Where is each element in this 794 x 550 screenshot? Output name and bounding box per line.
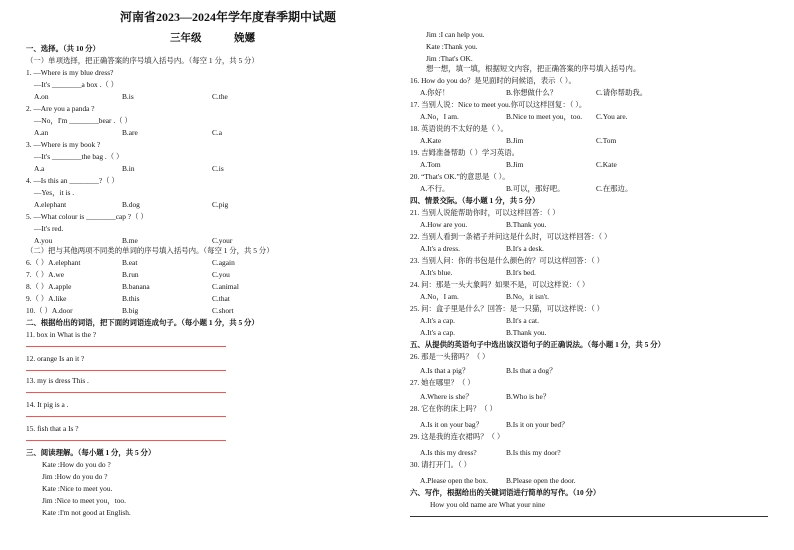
q8-option-b: B.banana bbox=[122, 282, 150, 291]
question-3-line: —It's ________the bag .（ ） bbox=[34, 152, 124, 161]
q2-option-c: C.a bbox=[212, 128, 223, 137]
q3-option-a: A.a bbox=[34, 164, 45, 173]
question-26: 26. 那是一头猪吗？（ ） bbox=[410, 352, 490, 361]
section-5-heading: 五、从提供的英语句子中选出该汉语句子的正确说法。（每小题 1 分，共 5 分） bbox=[410, 340, 665, 349]
section-6-heading: 六、写作，根据给出的关键词语进行简单的写作。（10 分） bbox=[410, 488, 601, 497]
question-21: 21. 当别人说能帮助你时，可以这样回答：（ ） bbox=[410, 208, 560, 217]
q20-option-c: C.在那边。 bbox=[596, 184, 633, 193]
question-24: 24. 问：那是一头大象吗？如果不是，可以这样说：（ ） bbox=[410, 280, 590, 289]
q25-option-b: B.It's a cat. bbox=[506, 316, 539, 325]
question-20: 20. “That's OK.”的意思是（ ）。 bbox=[410, 172, 510, 181]
q1-option-b: B.is bbox=[122, 92, 134, 101]
q1-option-c: C.the bbox=[212, 92, 228, 101]
question-30: 30. 请打开门。（ ） bbox=[410, 460, 471, 469]
q7-option-a: 7.（ ）A.we bbox=[26, 270, 64, 279]
q3-option-b: B.in bbox=[122, 164, 135, 173]
question-13: 13. my is dress This . bbox=[26, 376, 89, 385]
q24-option-b: B.No，it isn't. bbox=[506, 292, 550, 301]
q8-option-c: C.animal bbox=[212, 282, 239, 291]
question-15: 15. fish that a Is ? bbox=[26, 424, 79, 433]
question-12: 12. orange Is an it ? bbox=[26, 354, 85, 363]
section-1-part-1-instruction: （一）单项选择，把正确答案的序号填入括号内。（每空 1 分，共 5 分） bbox=[26, 56, 259, 65]
q17-option-c: C.You are. bbox=[596, 112, 628, 121]
question-5: 5. —What colour is ________cap ?（ ） bbox=[26, 212, 148, 221]
q22-option-a: A.It's a dress. bbox=[420, 244, 460, 253]
answer-line-12 bbox=[26, 370, 226, 371]
q10-option-c: C.short bbox=[212, 306, 234, 315]
question-29: 29. 这是我的连衣裙吗？（ ） bbox=[410, 432, 505, 441]
q7-option-c: C.you bbox=[212, 270, 230, 279]
q6-option-b: B.eat bbox=[122, 258, 138, 267]
q2-option-a: A.an bbox=[34, 128, 49, 137]
q24-option-a: A.No，I am. bbox=[420, 292, 459, 301]
question-3: 3. —Where is my book ? bbox=[26, 140, 101, 149]
q4-option-c: C.pig bbox=[212, 200, 229, 209]
question-5-line: —It's red. bbox=[34, 224, 64, 233]
exam-title: 河南省2023—2024年学年度春季期中试题 bbox=[120, 10, 337, 24]
question-22: 22. 当别人看到一条裙子并问这是什么时，可以这样回答：（ ） bbox=[410, 232, 612, 241]
q25-option-c: A.It's a cap. bbox=[420, 328, 455, 337]
q26-option-a: A.Is that a pig？ bbox=[420, 366, 470, 375]
q27-option-b: B.Who is he？ bbox=[506, 392, 551, 401]
q16-option-a: A.你好！ bbox=[420, 88, 450, 97]
question-17: 17. 当别人说：Nice to meet you.你可以这样回复：（ ）。 bbox=[410, 100, 587, 109]
answer-line-11 bbox=[26, 346, 226, 347]
q30-option-b: B.Please open the door. bbox=[506, 476, 576, 485]
q3-option-c: C.is bbox=[212, 164, 224, 173]
q18-option-a: A.Kate bbox=[420, 136, 442, 145]
dialogue-line-4: Jim :Nice to meet you，too. bbox=[42, 496, 126, 505]
q4-option-a: A.elephant bbox=[34, 200, 67, 209]
question-23: 23. 当别人问：你的书包是什么颜色的？可以这样回答：（ ） bbox=[410, 256, 605, 265]
q29-option-a: A.Is this my dress? bbox=[420, 448, 477, 457]
section-3-heading: 三、阅读理解。（每小题 1 分，共 5 分） bbox=[26, 448, 156, 457]
dialogue-line-2: Jim :How do you do ? bbox=[42, 472, 108, 481]
section-1-part-2-instruction: （二）把与其他两项不同类的单词的序号填入括号内。（每空 1 分，共 5 分） bbox=[26, 246, 274, 255]
question-27: 27. 她在哪里？（ ） bbox=[410, 378, 475, 387]
dialogue-line-5: Kate :I'm not good at English. bbox=[42, 508, 131, 517]
q29-option-b: B.Is this my door? bbox=[506, 448, 561, 457]
q21-option-a: A.How are you. bbox=[420, 220, 468, 229]
writing-keywords: How you old name are What your nine bbox=[430, 500, 546, 509]
q8-option-a: 8.（ ）A.apple bbox=[26, 282, 72, 291]
q10-option-a: 10.（ ）A.door bbox=[26, 306, 73, 315]
q23-option-a: A.It's blue. bbox=[420, 268, 453, 277]
q28-option-a: A.Is it on your bag？ bbox=[420, 420, 484, 429]
section-4-heading: 四、情景交际。（每小题 1 分，共 5 分） bbox=[410, 196, 540, 205]
q16-option-b: B.你想做什么？ bbox=[506, 88, 558, 97]
q9-option-a: 9.（ ）A.like bbox=[26, 294, 67, 303]
q27-option-a: A.Where is she？ bbox=[420, 392, 473, 401]
question-4: 4. —Is this an ________?（ ） bbox=[26, 176, 119, 185]
q17-option-a: A.No，I am. bbox=[420, 112, 459, 121]
dialogue-line-7: Kate :Thank you. bbox=[426, 42, 478, 51]
q30-option-a: A.Please open the box. bbox=[420, 476, 488, 485]
q2-option-b: B.are bbox=[122, 128, 138, 137]
question-28: 28. 它在你的床上吗？（ ） bbox=[410, 404, 497, 413]
q10-option-b: B.big bbox=[122, 306, 139, 315]
q18-option-b: B.Jim bbox=[506, 136, 524, 145]
question-4-line: —Yes，it is . bbox=[34, 188, 75, 197]
q17-option-b: B.Nice to meet you，too. bbox=[506, 112, 583, 121]
question-1-line: —It's ________a box .（ ） bbox=[34, 80, 119, 89]
q16-option-c: C.请你帮助我。 bbox=[596, 88, 648, 97]
question-1: 1. —Where is my blue dress? bbox=[26, 68, 114, 77]
dialogue-line-8: Jim :That's OK. bbox=[426, 54, 473, 63]
dialogue-line-3: Kate :Nice to meet you. bbox=[42, 484, 113, 493]
q23-option-b: B.It's bed. bbox=[506, 268, 536, 277]
q6-option-c: C.again bbox=[212, 258, 235, 267]
q28-option-b: B.Is it on your bed？ bbox=[506, 420, 569, 429]
q20-option-a: A.不行。 bbox=[420, 184, 450, 193]
dialogue-line-6: Jim :I can help you. bbox=[426, 30, 485, 39]
question-2: 2. —Are you a panda ? bbox=[26, 104, 95, 113]
writing-answer-line bbox=[410, 516, 768, 517]
question-2-line: —No，I'm ________bear .（ ） bbox=[34, 116, 132, 125]
q18-option-c: C.Tom bbox=[596, 136, 617, 145]
q5-option-c: C.your bbox=[212, 236, 233, 245]
q4-option-b: B.dog bbox=[122, 200, 140, 209]
question-16: 16. How do you do？是见面时的问候语，表示（ ）。 bbox=[410, 76, 576, 85]
q9-option-c: C.that bbox=[212, 294, 230, 303]
q20-option-b: B.可以，那好吧。 bbox=[506, 184, 565, 193]
q1-option-a: A.on bbox=[34, 92, 49, 101]
question-18: 18. 英语说的不太好的是（ ）。 bbox=[410, 124, 508, 133]
section-1-heading: 一、选择。（共 10 分） bbox=[26, 44, 100, 53]
section-2-heading: 二、根据给出的词语，把下面的词语连成句子。（每小题 1 分，共 5 分） bbox=[26, 318, 259, 327]
q25-option-a: A.It's a cap. bbox=[420, 316, 455, 325]
q5-option-b: B.me bbox=[122, 236, 138, 245]
question-19: 19. 吉姆准备帮助（ ）学习英语。 bbox=[410, 148, 520, 157]
q6-option-a: 6.（ ）A.elephant bbox=[26, 258, 81, 267]
subject-label: 娩嬺 bbox=[234, 33, 255, 44]
q26-option-b: B.Is that a dog？ bbox=[506, 366, 557, 375]
q9-option-b: B.this bbox=[122, 294, 140, 303]
answer-line-13 bbox=[26, 392, 226, 393]
q5-option-a: A.you bbox=[34, 236, 53, 245]
question-14: 14. It pig is a . bbox=[26, 400, 69, 409]
answer-line-14 bbox=[26, 416, 226, 417]
q19-option-c: C.Kate bbox=[596, 160, 617, 169]
q25-option-d: B.Thank you. bbox=[506, 328, 547, 337]
reading-instruction: 想一想，填一填，根据短文内容，把正确答案的序号填入括号内。 bbox=[426, 64, 641, 73]
dialogue-line-1: Kate :How do you do ? bbox=[42, 460, 111, 469]
q7-option-b: B.run bbox=[122, 270, 139, 279]
question-11: 11. box in What is the ? bbox=[26, 330, 96, 339]
question-25: 25. 问：盒子里是什么？回答：是一只猫，可以这样说：（ ） bbox=[410, 304, 605, 313]
q19-option-b: B.Jim bbox=[506, 160, 524, 169]
q21-option-b: B.Thank you. bbox=[506, 220, 547, 229]
q19-option-a: A.Tom bbox=[420, 160, 441, 169]
answer-line-15 bbox=[26, 440, 226, 441]
q22-option-b: B.It's a desk. bbox=[506, 244, 544, 253]
grade-label: 三年级 bbox=[170, 33, 202, 44]
